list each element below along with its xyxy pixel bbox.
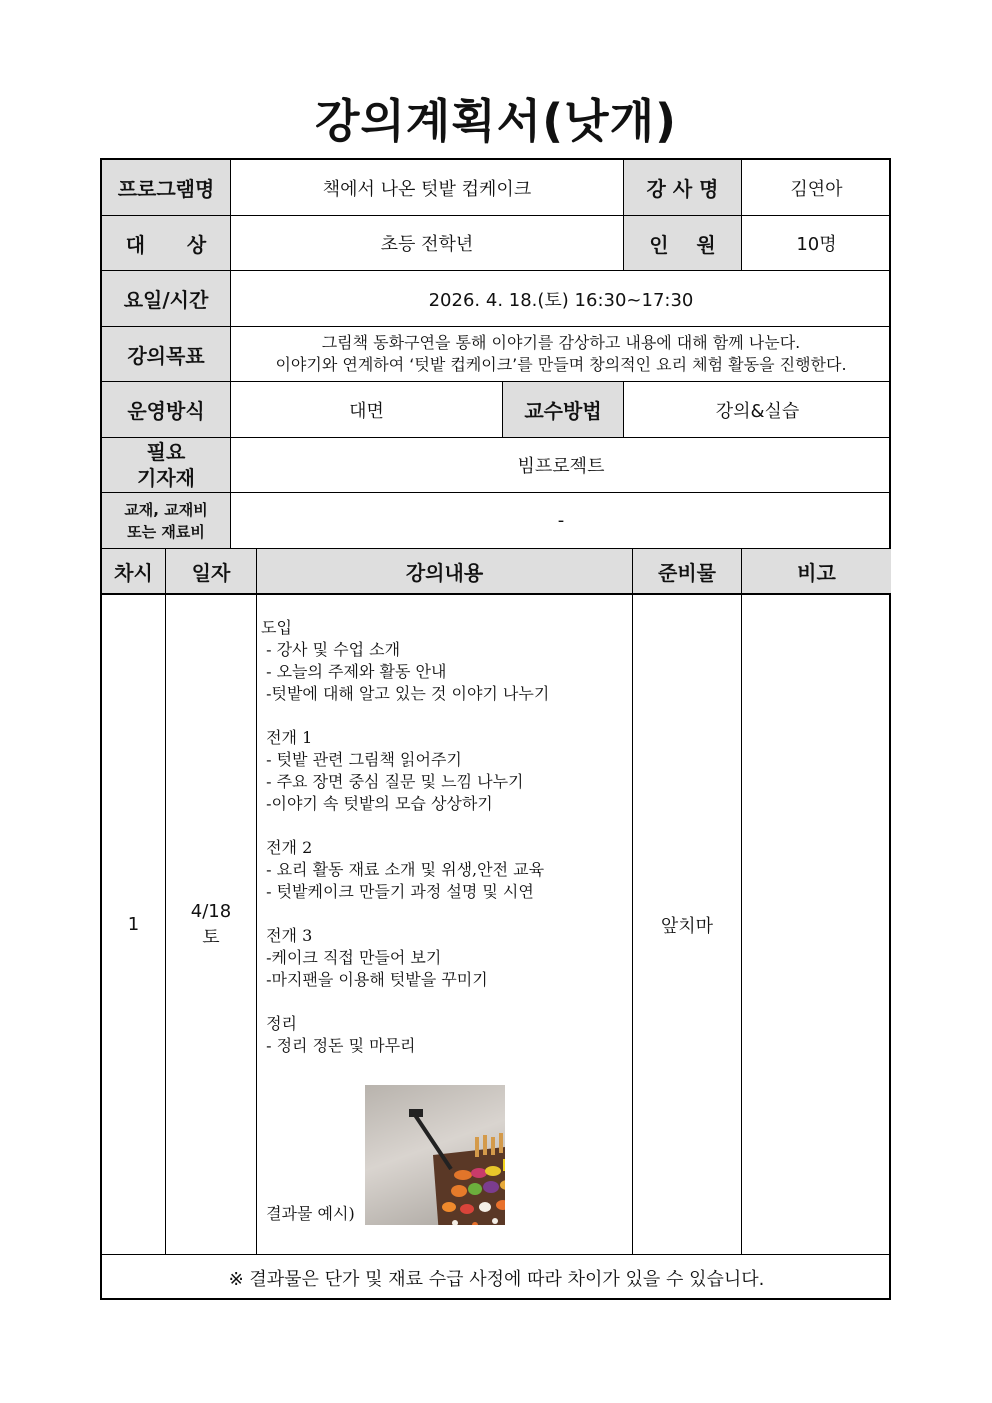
session-date bbox=[166, 595, 257, 1255]
lecture-content-line bbox=[261, 815, 549, 837]
program-label: 프로그램명 bbox=[102, 160, 231, 216]
session-number: 1 bbox=[102, 595, 166, 1255]
header-supplies: 준비물 bbox=[633, 549, 742, 595]
method-value: 강의&실습 bbox=[624, 382, 891, 438]
instructor-label: 강 사 명 bbox=[624, 160, 742, 216]
lecture-plan-table bbox=[100, 158, 891, 1300]
goal-line-2: 이야기와 연계하여 ‘텃밭 컵케이크’를 만들며 창의적인 요리 체험 활동을 진행한다. bbox=[275, 355, 847, 374]
note-value bbox=[742, 595, 891, 1255]
lecture-content-line bbox=[261, 991, 549, 1013]
cake-illustration bbox=[405, 1107, 504, 1225]
lecture-content-line: - 텃밭케이크 만들기 과정 설명 및 시연 bbox=[261, 882, 534, 901]
footer-note: ※ 결과물은 단가 및 재료 수급 사정에 따라 차이가 있을 수 있습니다. bbox=[228, 1268, 765, 1290]
lecture-content-line: - 요리 활동 재료 소개 및 위생,안전 교육 bbox=[261, 860, 545, 879]
header-content: 강의내용 bbox=[257, 549, 633, 595]
materials-value: - bbox=[231, 493, 891, 549]
equipment-label-line-1: 필요 bbox=[146, 440, 186, 464]
lecture-content-line: - 강사 및 수업 소개 bbox=[261, 640, 401, 659]
lecture-content-line bbox=[261, 903, 549, 925]
lecture-content-line: -텃밭에 대해 알고 있는 것 이야기 나누기 bbox=[261, 684, 550, 703]
session-date-line-1: 4/18 bbox=[190, 900, 232, 922]
lecture-content-line: - 텃밭 관련 그림책 읽어주기 bbox=[261, 750, 462, 769]
materials-label-line-2: 또는 재료비 bbox=[127, 522, 205, 541]
target-value: 초등 전학년 bbox=[231, 216, 624, 271]
target-label: 대 상 bbox=[102, 216, 231, 271]
lecture-content-line: 전개 3 bbox=[261, 926, 313, 945]
header-note: 비고 bbox=[742, 549, 891, 595]
lecture-content-line: 정리 bbox=[261, 1014, 297, 1033]
goal-label: 강의목표 bbox=[102, 327, 231, 382]
header-session: 차시 bbox=[102, 549, 166, 595]
program-value: 책에서 나온 텃밭 컵케이크 bbox=[231, 160, 624, 216]
method-label: 교수방법 bbox=[503, 382, 624, 438]
goal-line-1: 그림책 동화구연을 통해 이야기를 감상하고 내용에 대해 함께 나눈다. bbox=[321, 333, 801, 352]
lecture-content-lines bbox=[261, 617, 549, 1057]
equipment-label-line-2: 기자재 bbox=[137, 466, 195, 490]
lecture-content-line: - 주요 장면 중심 질문 및 느낌 나누기 bbox=[261, 772, 524, 791]
lecture-content-line: - 정리 정돈 및 마무리 bbox=[261, 1036, 416, 1055]
lecture-content-line: 전개 2 bbox=[261, 838, 313, 857]
lecture-content-line: -케이크 직접 만들어 보기 bbox=[261, 948, 442, 967]
schedule-value: 2026. 4. 18.(토) 16:30~17:30 bbox=[231, 271, 891, 327]
lecture-content-line: 도입 bbox=[261, 618, 292, 637]
result-example bbox=[261, 1085, 505, 1225]
header-date: 일자 bbox=[166, 549, 257, 595]
result-example-label: 결과물 예시) bbox=[261, 1204, 355, 1223]
lecture-content-line bbox=[261, 705, 549, 727]
lecture-content-line: -마지팬을 이용해 텃밭을 꾸미기 bbox=[261, 970, 488, 989]
operation-label: 운영방식 bbox=[102, 382, 231, 438]
document-title: 강의계획서(낫개) bbox=[314, 94, 678, 148]
schedule-label: 요일/시간 bbox=[102, 271, 231, 327]
goal-value bbox=[231, 327, 891, 382]
equipment-value: 빔프로젝트 bbox=[231, 438, 891, 493]
lecture-content-line: -이야기 속 텃밭의 모습 상상하기 bbox=[261, 794, 493, 813]
instructor-value: 김연아 bbox=[742, 160, 891, 216]
headcount-label: 인 원 bbox=[624, 216, 742, 271]
result-cake-photo bbox=[365, 1085, 505, 1225]
lecture-content bbox=[257, 595, 633, 1255]
operation-value: 대면 bbox=[231, 382, 503, 438]
materials-label bbox=[102, 493, 231, 549]
materials-label-line-1: 교재, 교재비 bbox=[124, 500, 208, 519]
supplies-value: 앞치마 bbox=[633, 595, 742, 1255]
equipment-label bbox=[102, 438, 231, 493]
headcount-value: 10명 bbox=[742, 216, 891, 271]
session-date-line-2: 토 bbox=[202, 926, 220, 948]
lecture-content-line: - 오늘의 주제와 활동 안내 bbox=[261, 662, 447, 681]
lecture-content-line: 전개 1 bbox=[261, 728, 313, 747]
